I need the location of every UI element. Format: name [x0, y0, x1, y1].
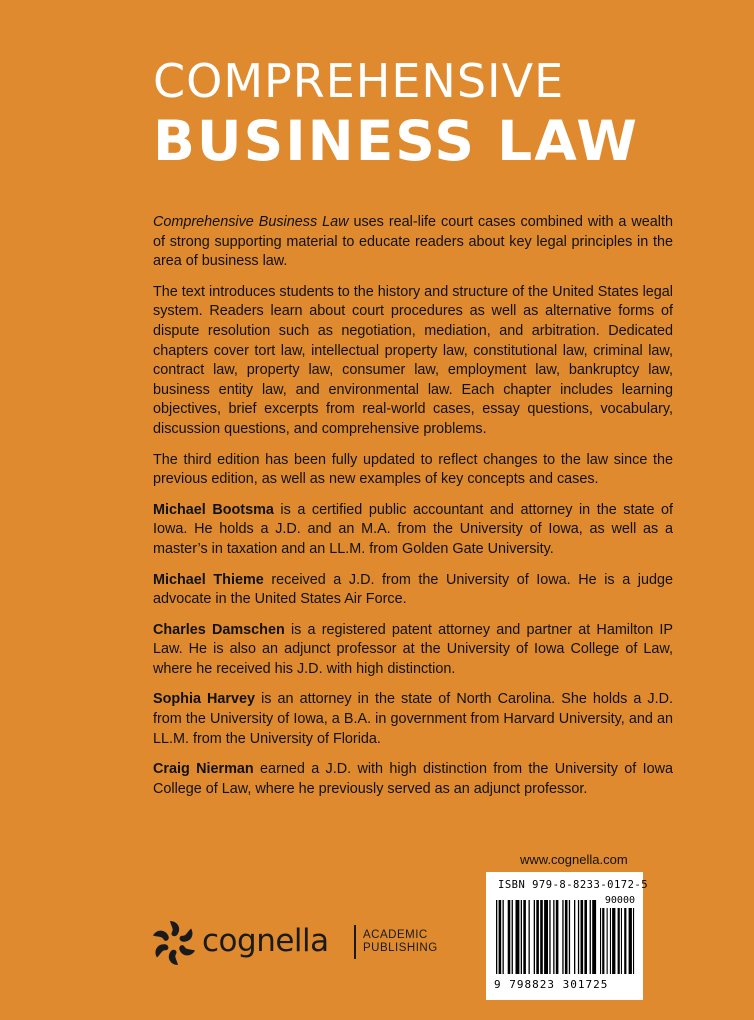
book-title-italic: Comprehensive Business Law — [153, 214, 349, 230]
title-line-1: COMPREHENSIVE — [153, 54, 565, 108]
logo-divider — [354, 925, 356, 959]
description-paragraph-2: The text introduces students to the history and structure of the United States legal system. Readers learn about court procedures as well as alternative forms of dispute resolution such as negotiation, mediation, and arbitration. Dedicated chapters cover tort law, intellectual property law, constitutional law, criminal law, contract law, property law, consumer law, employment law, bankruptcy law, business entity law, and environmental law. Each chapter includes learning objectives, brief excerpts from real-world cases, essay questions, vocabulary, discussion questions, and comprehensive problems. — [153, 283, 673, 437]
publisher-tagline: ACADEMIC PUBLISHING — [363, 929, 438, 954]
publisher-name: cognella — [202, 923, 329, 959]
barcode-bar — [536, 900, 539, 974]
author-name: Michael Bootsma — [153, 501, 274, 518]
barcode-bar — [523, 900, 526, 974]
barcode-bar — [553, 900, 554, 974]
barcode-bar — [600, 908, 601, 974]
cognella-gear-icon — [150, 915, 198, 971]
barcode-bar — [633, 908, 634, 974]
description-paragraph-1: Comprehensive Business Law uses real-life court cases combined with a wealth of strong supporting material to educate readers about key legal principles in the area of business law. — [153, 214, 673, 270]
author-bio: Craig Nierman earned a J.D. with high distinction from the University of Iowa College of Law, where he previously served as an adjunct professor. — [153, 761, 673, 797]
barcode-bar — [516, 900, 520, 974]
barcode-bar — [581, 900, 584, 974]
title-line-2: BUSINESS LAW — [153, 109, 639, 173]
barcode-bar — [496, 900, 497, 974]
barcode-bar — [629, 908, 632, 974]
barcode-bar — [540, 900, 543, 974]
cover-title — [153, 52, 673, 173]
author-name: Craig Nierman — [153, 761, 254, 778]
barcode-bar — [607, 908, 608, 974]
barcode-bar — [499, 900, 502, 974]
barcode-bar — [556, 900, 559, 974]
barcode-bar — [562, 900, 563, 974]
author-bio: Sophia Harvey is an attorney in the state of North Carolina. She holds a J.D. from the University of Iowa, a B.A. in government from Harvard University, and an LL.M. from the University of Florida. — [153, 691, 673, 747]
back-cover-text — [153, 213, 673, 810]
barcode-bar — [544, 900, 548, 974]
barcode-bar — [503, 900, 504, 974]
author-name: Sophia Harvey — [153, 691, 256, 708]
barcode-bar — [508, 900, 511, 974]
barcode-bar — [534, 900, 535, 974]
publisher-website: www.cognella.com — [520, 852, 628, 867]
isbn-label: ISBN 979-8-8233-0172-5 — [498, 879, 649, 891]
description-paragraph-3: The third edition has been fully updated to reflect changes to the law since the previous edition, as well as new examples of key concepts and cases. — [153, 451, 673, 488]
barcode-bar — [592, 900, 596, 974]
author-bio: Michael Thieme received a J.D. from the University of Iowa. He is a judge advocate in the United States Air Force. — [153, 571, 673, 608]
author-bio: Michael Bootsma is a certified public accountant and attorney in the state of Iowa. He holds a J.D. and an M.A. from the University of Iowa, as well as a master’s in taxation and an LL.M. from Golden Gate University. — [153, 501, 673, 557]
barcode-bar — [529, 900, 530, 974]
barcode-bar — [578, 900, 579, 974]
barcode-bar — [521, 900, 522, 974]
barcode-digits: 9 798823 301725 — [494, 978, 609, 991]
price-code: 90000 — [604, 895, 635, 906]
barcode-bar — [624, 908, 626, 974]
barcode-bar — [565, 900, 568, 974]
barcode-bar — [618, 908, 620, 974]
barcode-bar — [621, 908, 622, 974]
barcode-bar — [612, 908, 615, 974]
barcode-bar — [602, 908, 604, 974]
barcode-bar — [574, 900, 575, 974]
barcode-bars — [496, 894, 636, 978]
isbn-barcode — [486, 872, 649, 1000]
author-bio: Charles Damschen is a registered patent attorney and partner at Hamilton IP Law. He is also an adjunct professor at the University of Iowa College of Law, where he received his J.D. with high distinction. — [153, 621, 673, 677]
author-name: Charles Damschen — [153, 621, 285, 638]
barcode-bar — [610, 908, 611, 974]
barcode-bar — [512, 900, 513, 974]
barcode-bar — [569, 900, 570, 974]
barcode-bar — [549, 900, 550, 974]
author-name: Michael Thieme — [153, 571, 264, 588]
barcode-bar — [584, 900, 587, 974]
barcode-bar — [590, 900, 591, 974]
